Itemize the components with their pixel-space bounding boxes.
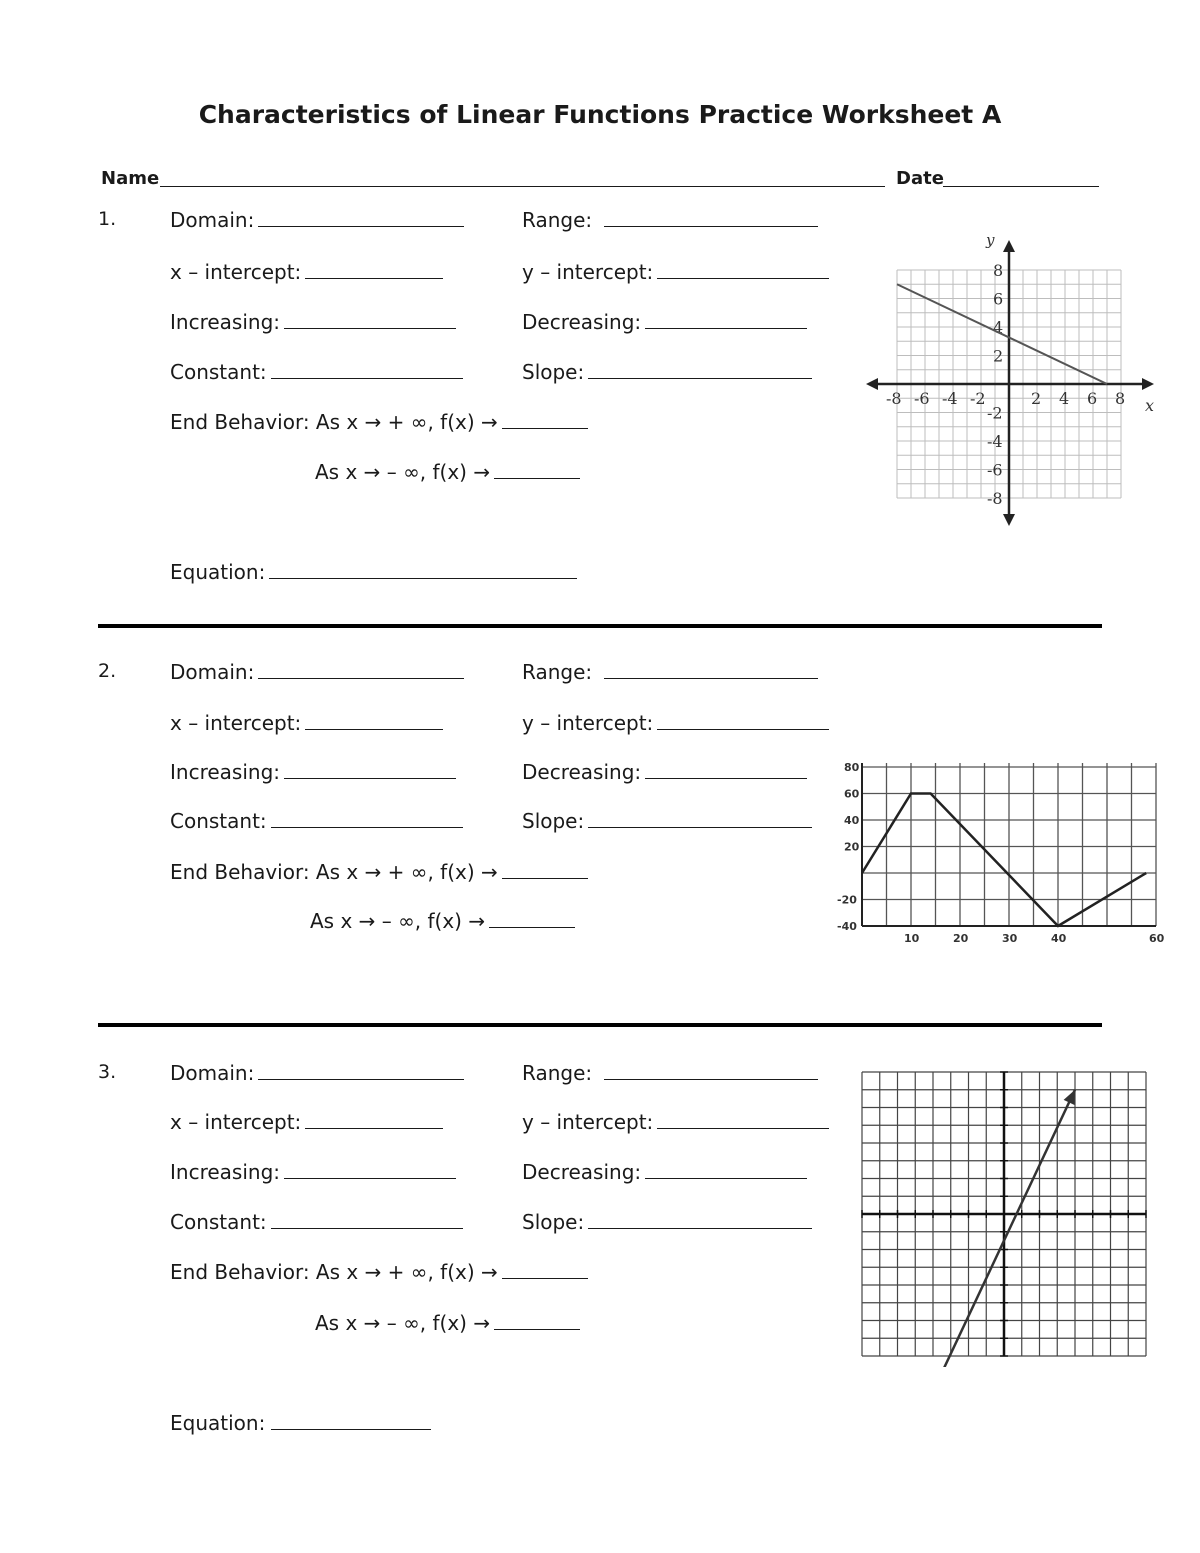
increasing-row — [170, 1158, 456, 1184]
decreasing-label: Decreasing: — [522, 310, 642, 334]
domain-label: Domain: — [170, 660, 255, 684]
decreasing-row — [522, 758, 807, 784]
increasing-row — [170, 758, 456, 784]
y-intercept-field[interactable] — [657, 1108, 829, 1129]
increasing-field[interactable] — [284, 758, 456, 779]
increasing-label: Increasing: — [170, 760, 280, 784]
y-tick-label: 4 — [993, 318, 1004, 337]
problem-number: 1. — [98, 208, 117, 230]
y-tick-label: -40 — [837, 920, 857, 933]
y-intercept-field[interactable] — [657, 258, 829, 279]
graph-2-line — [862, 794, 1146, 927]
name-label: Name — [101, 168, 160, 189]
constant-row — [170, 1208, 463, 1234]
end-behavior-neg-field[interactable] — [489, 907, 575, 928]
x-intercept-field[interactable] — [305, 258, 443, 279]
decreasing-row — [522, 308, 807, 334]
domain-row — [170, 1059, 464, 1085]
y-intercept-label: y – intercept: — [522, 711, 654, 735]
increasing-field[interactable] — [284, 1158, 456, 1179]
equation-field[interactable] — [271, 1409, 431, 1430]
x-intercept-row — [170, 709, 443, 735]
y-tick-label: 80 — [844, 761, 860, 774]
x-tick-label: 2 — [1031, 389, 1042, 408]
x-tick-label: -2 — [970, 389, 986, 408]
constant-label: Constant: — [170, 360, 267, 384]
slope-label: Slope: — [522, 809, 585, 833]
end-behavior-neg-field[interactable] — [494, 1309, 580, 1330]
constant-row — [170, 807, 463, 833]
graph-3 — [852, 1062, 1152, 1367]
x-intercept-field[interactable] — [305, 709, 443, 730]
x-tick-label: 60 — [1149, 932, 1165, 945]
slope-field[interactable] — [588, 358, 812, 379]
range-row — [522, 1059, 818, 1085]
name-field[interactable] — [160, 186, 885, 187]
y-tick-label: 60 — [844, 787, 860, 801]
graph-1-axes — [866, 240, 1154, 526]
section-divider — [98, 624, 1102, 628]
graph-3-axes — [862, 1072, 1146, 1356]
page-title: Characteristics of Linear Functions Practice Worksheet A — [198, 100, 1002, 129]
y-tick-label: -20 — [837, 893, 857, 907]
x-intercept-label: x – intercept: — [170, 711, 302, 735]
end-behavior-neg-label: As x → – ∞, f(x) → — [315, 1311, 491, 1335]
domain-row — [170, 206, 464, 232]
slope-label: Slope: — [522, 360, 585, 384]
problem-number: 2. — [98, 660, 117, 682]
increasing-label: Increasing: — [170, 1160, 280, 1184]
slope-row — [522, 1208, 812, 1234]
x-tick-label: 6 — [1087, 389, 1098, 408]
x-intercept-row — [170, 258, 443, 284]
range-label: Range: — [522, 208, 593, 232]
end-behavior-pos-field[interactable] — [502, 1258, 588, 1279]
graph-1-xlabel: x — [1145, 396, 1155, 415]
equation-field[interactable] — [269, 558, 577, 579]
slope-row — [522, 358, 812, 384]
end-behavior-neg-label: As x → – ∞, f(x) → — [310, 909, 486, 933]
end-behavior-pos-label: End Behavior: As x → + ∞, f(x) → — [170, 1260, 498, 1284]
slope-field[interactable] — [588, 1208, 812, 1229]
decreasing-field[interactable] — [645, 1158, 807, 1179]
date-label: Date — [896, 168, 944, 189]
constant-field[interactable] — [271, 358, 463, 379]
constant-field[interactable] — [271, 1208, 463, 1229]
x-intercept-label: x – intercept: — [170, 1110, 302, 1134]
domain-label: Domain: — [170, 1061, 255, 1085]
constant-label: Constant: — [170, 809, 267, 833]
y-intercept-row — [522, 258, 829, 284]
date-field[interactable] — [943, 186, 1099, 187]
x-tick-label: 8 — [1115, 389, 1126, 408]
end-behavior-neg-field[interactable] — [494, 458, 580, 479]
domain-field[interactable] — [258, 1059, 464, 1080]
increasing-field[interactable] — [284, 308, 456, 329]
y-tick-label: -8 — [987, 489, 1003, 508]
y-tick-label: 2 — [993, 346, 1004, 366]
y-tick-label: 6 — [993, 289, 1004, 309]
range-label: Range: — [522, 1061, 593, 1085]
graph-1-ylabel: y — [986, 231, 995, 249]
graph-2 — [830, 755, 1175, 955]
constant-label: Constant: — [170, 1210, 267, 1234]
y-intercept-field[interactable] — [657, 709, 829, 730]
x-tick-label: -4 — [942, 389, 958, 408]
end-behavior-pos-field[interactable] — [502, 408, 588, 429]
x-tick-label: 20 — [953, 932, 969, 945]
x-intercept-label: x – intercept: — [170, 260, 302, 284]
end-behavior-pos-label: End Behavior: As x → + ∞, f(x) → — [170, 410, 498, 434]
x-intercept-row — [170, 1108, 443, 1134]
end-behavior-pos-label: End Behavior: As x → + ∞, f(x) → — [170, 860, 498, 884]
section-divider — [98, 1023, 1102, 1027]
x-tick-label: -6 — [914, 389, 930, 408]
increasing-row — [170, 308, 456, 334]
slope-row — [522, 807, 812, 833]
end-behavior-neg-row — [310, 907, 575, 933]
x-tick-label: 30 — [1002, 932, 1018, 945]
decreasing-label: Decreasing: — [522, 760, 642, 784]
decreasing-field[interactable] — [645, 758, 807, 779]
y-tick-label: 40 — [844, 814, 860, 827]
x-axis-arrow — [866, 378, 878, 390]
domain-label: Domain: — [170, 208, 255, 232]
x-axis-arrow — [1142, 378, 1154, 390]
y-intercept-label: y – intercept: — [522, 260, 654, 284]
end-behavior-neg-row — [315, 458, 580, 484]
domain-field[interactable] — [258, 206, 464, 227]
y-intercept-label: y – intercept: — [522, 1110, 654, 1134]
y-intercept-row — [522, 1108, 829, 1134]
x-tick-label: 40 — [1051, 932, 1067, 945]
constant-row — [170, 358, 463, 384]
range-label: Range: — [522, 660, 593, 684]
y-tick-label: 8 — [993, 261, 1004, 280]
x-tick-label: -8 — [886, 389, 902, 408]
x-tick-label: 4 — [1059, 389, 1070, 408]
slope-field[interactable] — [588, 807, 812, 828]
y-tick-label: -2 — [987, 403, 1003, 423]
y-tick-label: -4 — [987, 432, 1003, 451]
range-field[interactable] — [604, 658, 818, 679]
slope-label: Slope: — [522, 1210, 585, 1234]
decreasing-row — [522, 1158, 807, 1184]
graph-1 — [860, 228, 1160, 533]
end-behavior-pos-field[interactable] — [502, 858, 588, 879]
end-behavior-pos-row — [170, 408, 588, 434]
constant-field[interactable] — [271, 807, 463, 828]
end-behavior-pos-row — [170, 1258, 588, 1284]
end-behavior-neg-row — [315, 1309, 580, 1335]
range-row — [522, 206, 818, 232]
x-intercept-field[interactable] — [305, 1108, 443, 1129]
equation-row — [170, 1409, 431, 1435]
x-tick-label: 10 — [904, 932, 920, 945]
y-tick-label: -6 — [987, 460, 1003, 480]
y-axis-arrow — [1003, 240, 1015, 252]
equation-row — [170, 558, 577, 584]
y-tick-label: 20 — [844, 840, 860, 854]
domain-row — [170, 658, 464, 684]
range-field[interactable] — [604, 1059, 818, 1080]
increasing-label: Increasing: — [170, 310, 280, 334]
y-axis-arrow — [1003, 514, 1015, 526]
y-intercept-row — [522, 709, 829, 735]
decreasing-label: Decreasing: — [522, 1160, 642, 1184]
equation-label: Equation: — [170, 560, 266, 584]
equation-label: Equation: — [170, 1411, 266, 1435]
graph-2-grid — [862, 763, 1156, 926]
domain-field[interactable] — [258, 658, 464, 679]
end-behavior-neg-label: As x → – ∞, f(x) → — [315, 460, 491, 484]
problem-number: 3. — [98, 1061, 117, 1083]
decreasing-field[interactable] — [645, 308, 807, 329]
range-field[interactable] — [604, 206, 818, 227]
end-behavior-pos-row — [170, 858, 588, 884]
range-row — [522, 658, 818, 684]
